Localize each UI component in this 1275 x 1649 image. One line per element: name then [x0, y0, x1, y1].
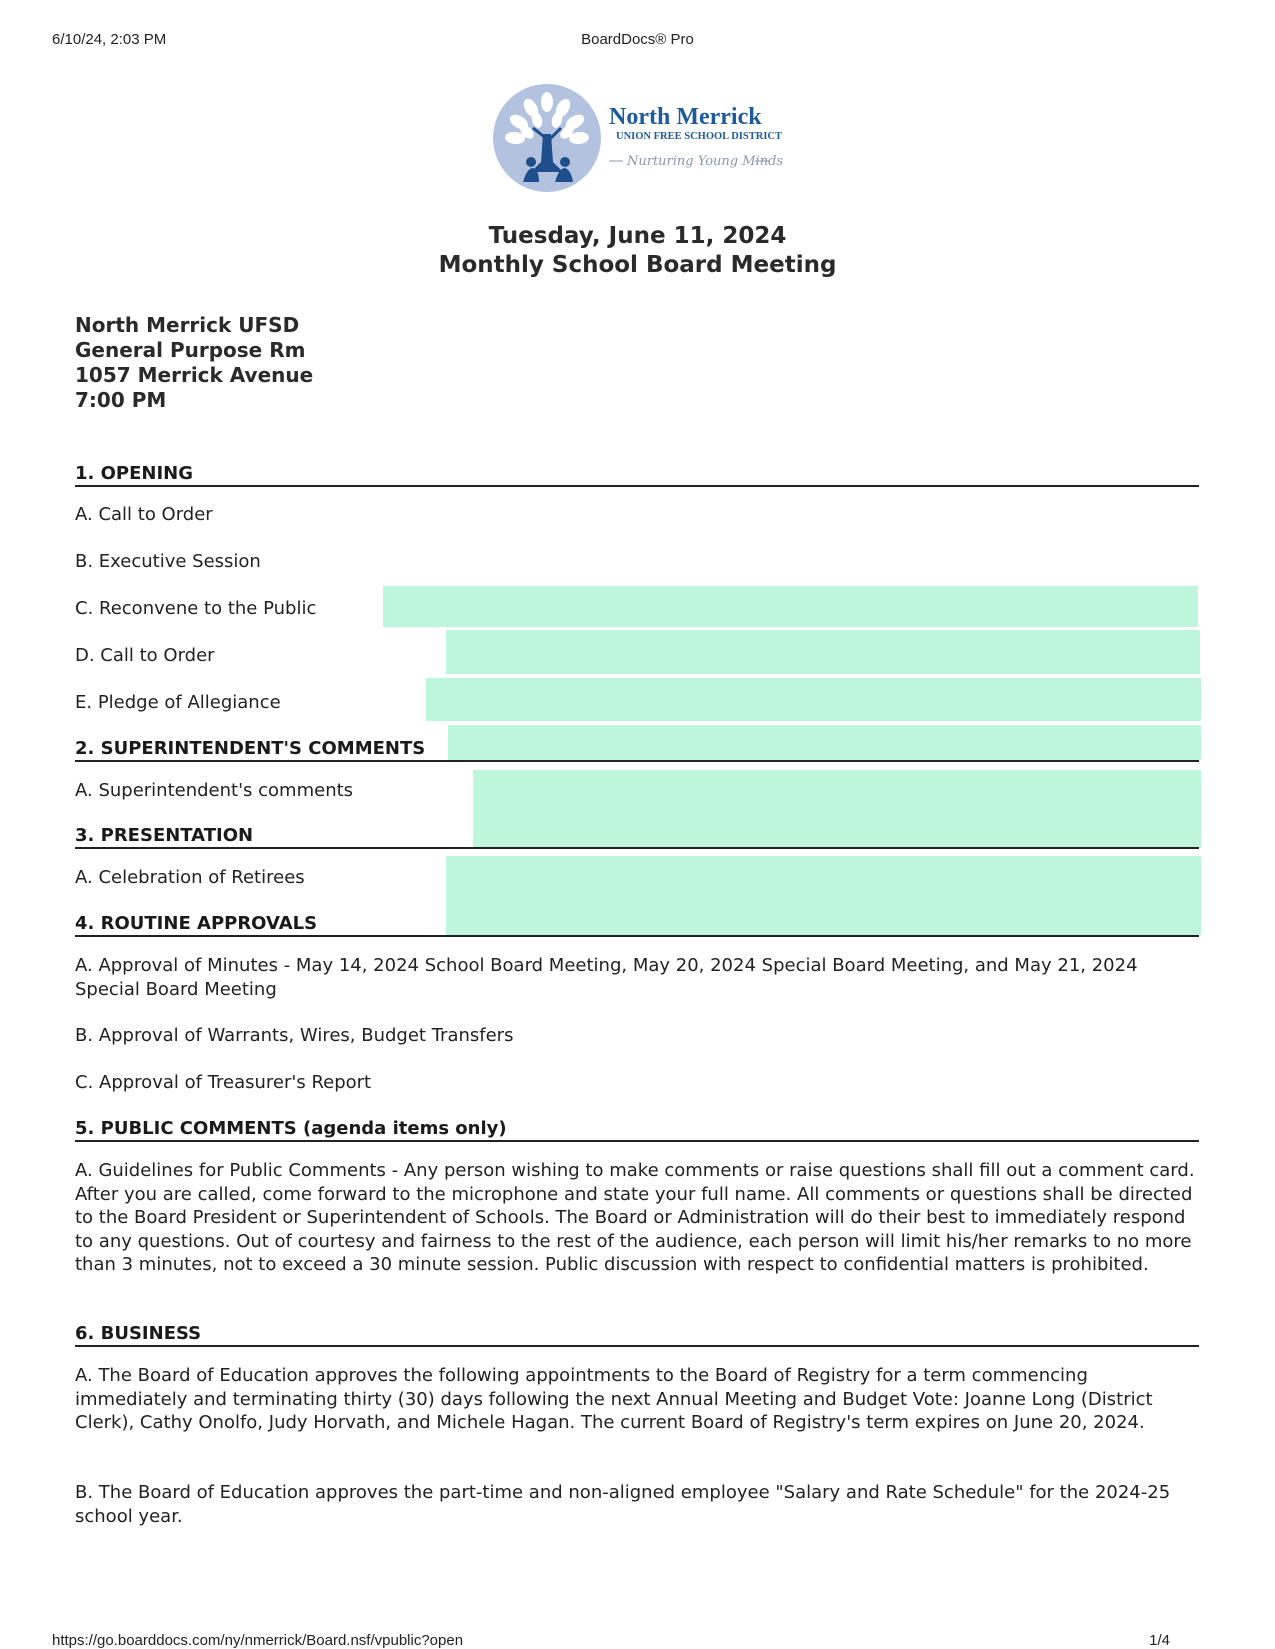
print-title: BoardDocs® Pro	[581, 31, 694, 48]
agenda-item[interactable]: B. Approval of Warrants, Wires, Budget Transfers	[75, 1025, 514, 1046]
section-heading: 1. OPENING	[75, 463, 1199, 487]
meeting-title-block	[0, 222, 1275, 280]
print-date: 6/10/24, 2:03 PM	[52, 31, 167, 48]
agenda-item[interactable]: A. Celebration of Retirees	[75, 867, 305, 888]
agenda-item[interactable]: B. The Board of Education approves the part-time and non-aligned employee "Salary and Rate Schedule" for the 2024-25 school year.	[75, 1482, 1171, 1527]
location-room: General Purpose Rm	[75, 338, 306, 362]
meeting-title: Monthly School Board Meeting	[438, 252, 837, 278]
location-district: North Merrick UFSD	[75, 313, 300, 337]
agenda-item[interactable]: A. Approval of Minutes - May 14, 2024 School Board Meeting, May 20, 2024 Special Board Meeting, and May 21, 2024 Special Board Meeting	[75, 955, 1138, 1000]
page-number: 1/4	[1149, 1632, 1170, 1649]
tree-logo-icon	[493, 84, 793, 204]
meeting-date: Tuesday, June 11, 2024	[488, 223, 787, 249]
logo-tagline: Nurturing Young Minds	[627, 154, 784, 169]
section-heading: 3. PRESENTATION	[75, 825, 1199, 849]
agenda-item[interactable]: D. Call to Order	[75, 645, 215, 666]
agenda-item[interactable]: A. Call to Order	[75, 504, 213, 525]
agenda-item[interactable]: E. Pledge of Allegiance	[75, 692, 281, 713]
meeting-location	[75, 313, 313, 413]
location-time: 7:00 PM	[75, 388, 167, 412]
agenda-item[interactable]: B. Executive Session	[75, 551, 261, 572]
section-heading: 6. BUSINESS	[75, 1323, 1199, 1347]
location-address: 1057 Merrick Avenue	[75, 363, 314, 387]
agenda-item[interactable]: A. Superintendent's comments	[75, 780, 354, 801]
district-logo	[493, 84, 793, 204]
agenda-item[interactable]: C. Reconvene to the Public	[75, 598, 317, 619]
section-heading: 2. SUPERINTENDENT'S COMMENTS	[75, 738, 1199, 762]
logo-subname: UNION FREE SCHOOL DISTRICT	[616, 131, 782, 142]
agenda-item[interactable]: A. Guidelines for Public Comments - Any person wishing to make comments or raise questions shall fill out a comment card. After you are called, come forward to the microphone and state your full name. All comments or questions shall be directed to the Board President or Superintendent of Schools. The Board or Administration will do their best to immediately respond to any questions. Out of courtesy and fairness to the rest of the audience, each person will limit his/her remarks to no more than 3 minutes, not to exceed a 30 minute session. Public discussion with respect to confidential matters is prohibited.	[75, 1160, 1195, 1275]
agenda-item[interactable]: C. Approval of Treasurer's Report	[75, 1072, 372, 1093]
section-heading: 5. PUBLIC COMMENTS (agenda items only)	[75, 1118, 1199, 1142]
logo-name: North Merrick	[609, 104, 762, 130]
section-heading: 4. ROUTINE APPROVALS	[75, 913, 1199, 937]
print-url: https://go.boarddocs.com/ny/nmerrick/Board.nsf/vpublic?open	[52, 1632, 464, 1649]
agenda-item[interactable]: A. The Board of Education approves the following appointments to the Board of Registry for a term commencing immediately and terminating thirty (30) days following the next Annual Meeting and Budget Vote: Joanne Long (District Clerk), Cathy Onolfo, Judy Horvath, and Michele Hagan. The current Board of Registry's term expires on June 20, 2024.	[75, 1365, 1153, 1433]
